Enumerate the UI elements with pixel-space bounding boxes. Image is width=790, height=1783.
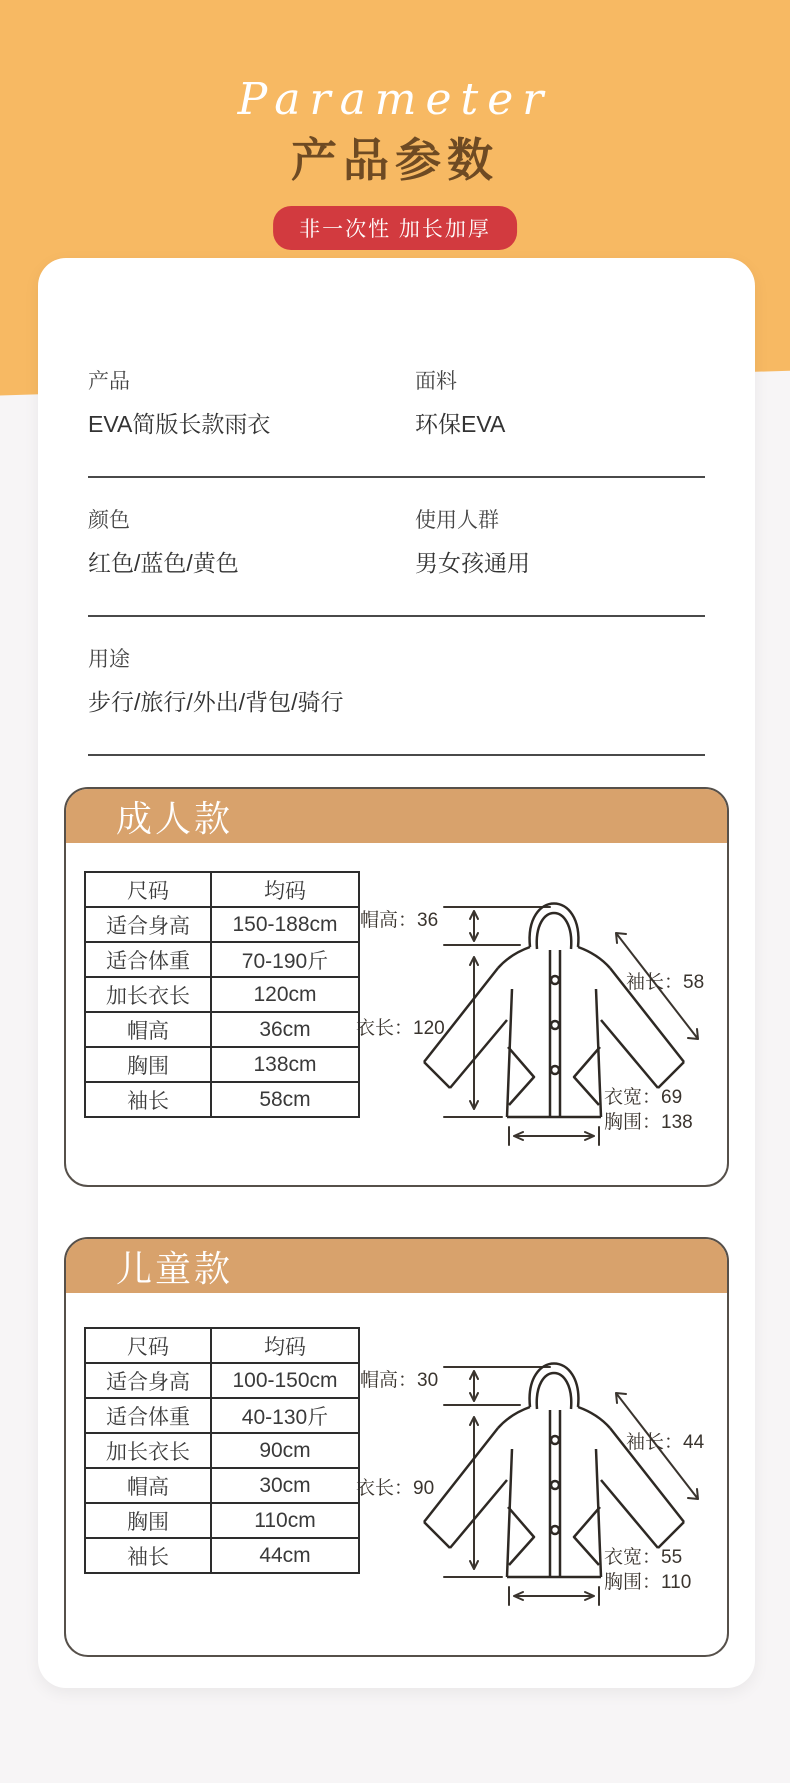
spec-name-cell: 帽高	[85, 1468, 211, 1503]
table-row	[85, 1047, 359, 1082]
spec-value-cell: 100-150cm	[211, 1363, 359, 1398]
divider	[88, 754, 705, 756]
spec-name-cell: 胸围	[85, 1047, 211, 1082]
info-cell-users	[415, 509, 530, 577]
users-value: 男女孩通用	[415, 550, 530, 576]
product-card	[38, 258, 755, 1688]
spec-value-cell: 40-130斤	[211, 1398, 359, 1433]
info-row-color-users	[88, 509, 705, 577]
usage-label: 用途	[88, 648, 130, 671]
spec-value-cell: 30cm	[211, 1468, 359, 1503]
page-title: 产品参数	[291, 134, 499, 186]
child-spec-table	[84, 1327, 360, 1574]
product-value: EVA简版长款雨衣	[88, 411, 271, 437]
spec-name-cell: 适合身高	[85, 1363, 211, 1398]
spec-name-cell: 袖长	[85, 1082, 211, 1117]
spec-name-cell: 加长衣长	[85, 1433, 211, 1468]
divider	[88, 615, 705, 617]
spec-name-cell: 适合身高	[85, 907, 211, 942]
spec-value-cell: 均码	[211, 872, 359, 907]
coat-length-dimension-label: 衣长：120	[356, 1018, 445, 1039]
spec-name-cell: 适合体重	[85, 942, 211, 977]
spec-value-cell: 138cm	[211, 1047, 359, 1082]
coat-length-dimension-label: 衣长：90	[356, 1478, 435, 1499]
fabric-value: 环保EVA	[415, 411, 506, 437]
spec-value-cell: 110cm	[211, 1503, 359, 1538]
adult-spec-table	[84, 871, 360, 1118]
table-row	[85, 977, 359, 1012]
adult-raincoat-diagram	[354, 877, 729, 1177]
feature-badge: 非一次性 加长加厚	[273, 206, 517, 250]
table-row	[85, 907, 359, 942]
divider	[88, 476, 705, 478]
coat-width-dimension-label: 衣宽：55	[604, 1547, 683, 1568]
spec-value-cell: 36cm	[211, 1012, 359, 1047]
table-row	[85, 1012, 359, 1047]
spec-value-cell: 70-190斤	[211, 942, 359, 977]
child-section	[64, 1237, 729, 1657]
spec-value-cell: 44cm	[211, 1538, 359, 1573]
info-cell-fabric	[415, 370, 505, 438]
table-row	[85, 872, 359, 907]
product-label: 产品	[88, 370, 130, 393]
info-cell-color	[88, 509, 415, 577]
spec-name-cell: 胸围	[85, 1503, 211, 1538]
spec-value-cell: 150-188cm	[211, 907, 359, 942]
child-section-header	[66, 1239, 727, 1293]
table-row	[85, 1538, 359, 1573]
table-row	[85, 1328, 359, 1363]
coat-width-dimension-label: 衣宽：69	[604, 1087, 683, 1108]
table-row	[85, 1398, 359, 1433]
spec-name-cell: 尺码	[85, 872, 211, 907]
table-row	[85, 1503, 359, 1538]
color-label: 颜色	[88, 509, 130, 532]
usage-value: 步行/旅行/外出/背包/骑行	[88, 689, 344, 715]
chest-dimension-label: 胸围：110	[604, 1572, 692, 1593]
chest-dimension-label: 胸围：138	[604, 1112, 693, 1133]
info-row-usage	[88, 648, 705, 716]
product-info	[38, 258, 755, 756]
sleeve-length-dimension-label: 袖长：58	[626, 972, 705, 993]
adult-section-header	[66, 789, 727, 843]
table-row	[85, 1363, 359, 1398]
spec-value-cell: 90cm	[211, 1433, 359, 1468]
fabric-label: 面料	[415, 370, 457, 393]
spec-name-cell: 袖长	[85, 1538, 211, 1573]
color-value: 红色/蓝色/黄色	[88, 550, 239, 576]
child-section-title: 儿童款	[116, 1247, 234, 1289]
info-cell-usage	[88, 648, 415, 716]
width-chest-dimension-labels	[604, 1085, 693, 1135]
hood-height-dimension-label: 帽高：36	[360, 910, 439, 931]
table-row	[85, 1468, 359, 1503]
spec-value-cell: 120cm	[211, 977, 359, 1012]
hood-height-dimension-label: 帽高：30	[360, 1370, 439, 1391]
table-row	[85, 1433, 359, 1468]
adult-section-title: 成人款	[116, 797, 234, 839]
info-row-product-fabric	[88, 370, 705, 438]
spec-value-cell: 58cm	[211, 1082, 359, 1117]
child-section-body	[66, 1293, 727, 1655]
spec-name-cell: 加长衣长	[85, 977, 211, 1012]
script-subtitle: Parameter	[237, 74, 553, 125]
spec-name-cell: 适合体重	[85, 1398, 211, 1433]
adult-section	[64, 787, 729, 1187]
table-row	[85, 942, 359, 977]
table-row	[85, 1082, 359, 1117]
spec-value-cell: 均码	[211, 1328, 359, 1363]
info-cell-product	[88, 370, 415, 438]
child-raincoat-diagram	[354, 1337, 729, 1637]
sleeve-length-dimension-label: 袖长：44	[626, 1432, 705, 1453]
spec-name-cell: 尺码	[85, 1328, 211, 1363]
spec-name-cell: 帽高	[85, 1012, 211, 1047]
width-chest-dimension-labels	[604, 1545, 691, 1595]
users-label: 使用人群	[415, 509, 499, 532]
adult-section-body	[66, 843, 727, 1185]
